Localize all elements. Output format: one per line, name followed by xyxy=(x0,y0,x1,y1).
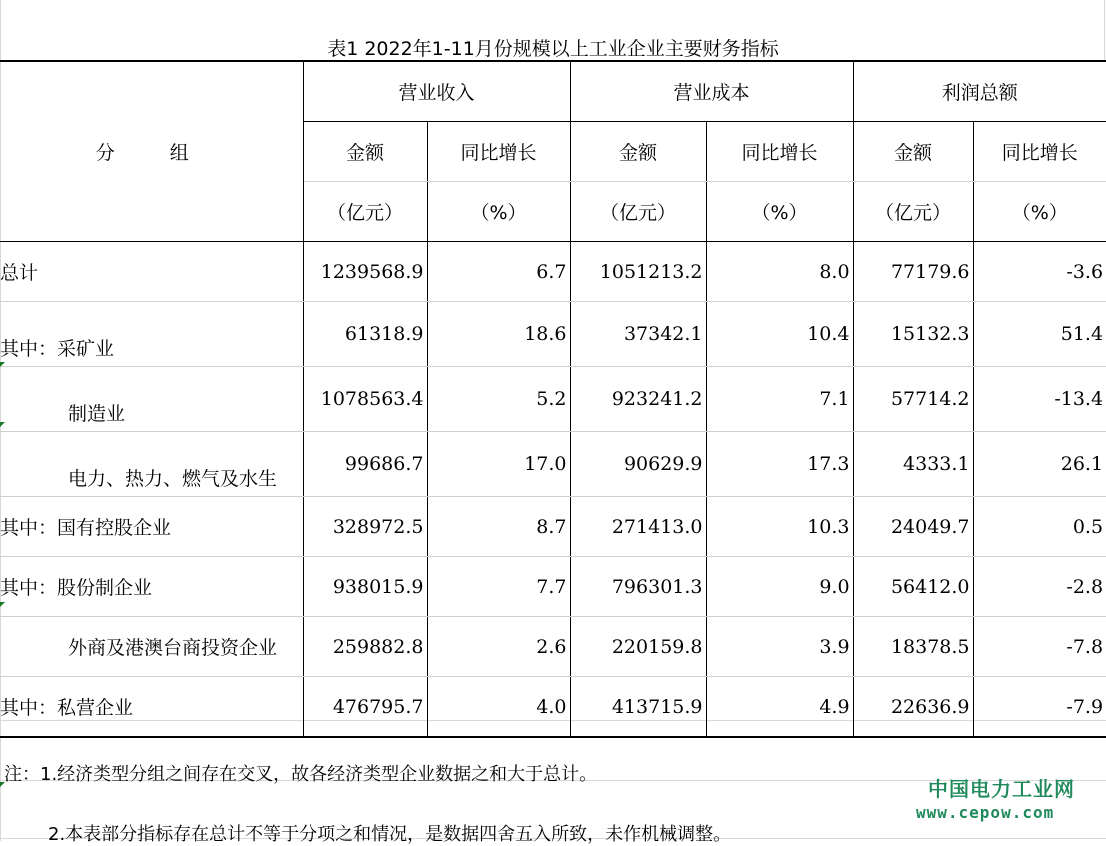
sub-header: 同比增长 xyxy=(706,122,853,182)
cell-value: 1051213.2 xyxy=(570,242,706,302)
profit-header: 利润总额 xyxy=(853,61,1106,122)
table-row xyxy=(0,497,1106,557)
unit-header: （%） xyxy=(973,182,1106,242)
table-row xyxy=(0,557,1106,617)
sub-header: 同比增长 xyxy=(427,122,570,182)
header-row-groups xyxy=(0,61,1106,122)
cell-value: 2.6 xyxy=(427,617,570,677)
unit-header: （%） xyxy=(427,182,570,242)
table-row xyxy=(0,617,1106,677)
cell-value: 6.7 xyxy=(427,242,570,302)
unit-header: （亿元） xyxy=(570,182,706,242)
cell-value: -2.8 xyxy=(973,557,1106,617)
cell-value: 9.0 xyxy=(706,557,853,617)
unit-header: （亿元） xyxy=(303,182,427,242)
cell-value: 77179.6 xyxy=(853,242,973,302)
table-row xyxy=(0,302,1106,367)
cell-value: 796301.3 xyxy=(570,557,706,617)
cell-value: -7.8 xyxy=(973,617,1106,677)
cell-value: 57714.2 xyxy=(853,367,973,432)
table-title: 表1 2022年1-11月份规模以上工业企业主要财务指标 xyxy=(327,38,779,60)
footnote-2: 2.本表部分指标存在总计不等于分项之和情况，是数据四舍五入所致，未作机械调整。 xyxy=(48,824,732,845)
row-label: 其中：私营企业 xyxy=(0,677,303,738)
cell-value: 271413.0 xyxy=(570,497,706,557)
cell-value: 17.3 xyxy=(706,432,853,497)
row-label: 其中：股份制企业 xyxy=(0,557,303,617)
cell-value: 17.0 xyxy=(427,432,570,497)
cost-header: 营业成本 xyxy=(570,61,853,122)
cell-value: 8.7 xyxy=(427,497,570,557)
cell-value: 22636.9 xyxy=(853,677,973,738)
cell-value: 938015.9 xyxy=(303,557,427,617)
cell-value: 476795.7 xyxy=(303,677,427,738)
cell-value: 1078563.4 xyxy=(303,367,427,432)
cell-value: 61318.9 xyxy=(303,302,427,367)
cell-value: -3.6 xyxy=(973,242,1106,302)
table-row xyxy=(0,677,1106,738)
cell-value: 18378.5 xyxy=(853,617,973,677)
cell-value: 220159.8 xyxy=(570,617,706,677)
cell-value: 259882.8 xyxy=(303,617,427,677)
cell-value: 7.1 xyxy=(706,367,853,432)
cell-value: 923241.2 xyxy=(570,367,706,432)
cell-value: 37342.1 xyxy=(570,302,706,367)
financial-indicators-table xyxy=(0,60,1106,738)
cell-value: 18.6 xyxy=(427,302,570,367)
cell-value: 4.0 xyxy=(427,677,570,738)
cell-marker xyxy=(0,422,5,427)
cell-value: 4333.1 xyxy=(853,432,973,497)
cell-value: 10.4 xyxy=(706,302,853,367)
watermark-url: www.cepow.com xyxy=(916,803,1055,822)
cell-value: -13.4 xyxy=(973,367,1106,432)
cell-value: 56412.0 xyxy=(853,557,973,617)
unit-header: （%） xyxy=(706,182,853,242)
row-label: 其中：采矿业 xyxy=(0,302,303,367)
cell-value: 3.9 xyxy=(706,617,853,677)
sub-header: 金额 xyxy=(570,122,706,182)
cell-value: 8.0 xyxy=(706,242,853,302)
watermark-logo-text: 中国电力工业网 xyxy=(928,777,1075,801)
table-row xyxy=(0,432,1106,497)
cell-value: 90629.9 xyxy=(570,432,706,497)
row-label: 制造业 xyxy=(0,367,303,432)
cell-value: 1239568.9 xyxy=(303,242,427,302)
cell-value: 24049.7 xyxy=(853,497,973,557)
cell-value: 5.2 xyxy=(427,367,570,432)
table-row xyxy=(0,242,1106,302)
cell-value: 26.1 xyxy=(973,432,1106,497)
cell-value: 328972.5 xyxy=(303,497,427,557)
sub-header: 金额 xyxy=(303,122,427,182)
group-header: 分 组 xyxy=(0,61,303,242)
cell-value: 413715.9 xyxy=(570,677,706,738)
footnote-1: 注：1.经济类型分组之间存在交叉，故各经济类型企业数据之和大于总计。 xyxy=(4,764,598,785)
cell-marker xyxy=(0,362,5,367)
cell-value: 99686.7 xyxy=(303,432,427,497)
cell-value: 10.3 xyxy=(706,497,853,557)
table-row xyxy=(0,367,1106,432)
cell-value: 7.7 xyxy=(427,557,570,617)
row-label: 总计 xyxy=(0,242,303,302)
cell-value: -7.9 xyxy=(973,677,1106,738)
unit-header: （亿元） xyxy=(853,182,973,242)
cell-marker xyxy=(0,602,5,607)
cell-value: 0.5 xyxy=(973,497,1106,557)
row-label: 电力、热力、燃气及水生 xyxy=(0,432,303,497)
sub-header: 同比增长 xyxy=(973,122,1106,182)
row-label: 外商及港澳台商投资企业 xyxy=(0,617,303,677)
cell-value: 4.9 xyxy=(706,677,853,738)
row-label: 其中：国有控股企业 xyxy=(0,497,303,557)
sub-header: 金额 xyxy=(853,122,973,182)
revenue-header: 营业收入 xyxy=(303,61,570,122)
cell-value: 51.4 xyxy=(973,302,1106,367)
cell-value: 15132.3 xyxy=(853,302,973,367)
